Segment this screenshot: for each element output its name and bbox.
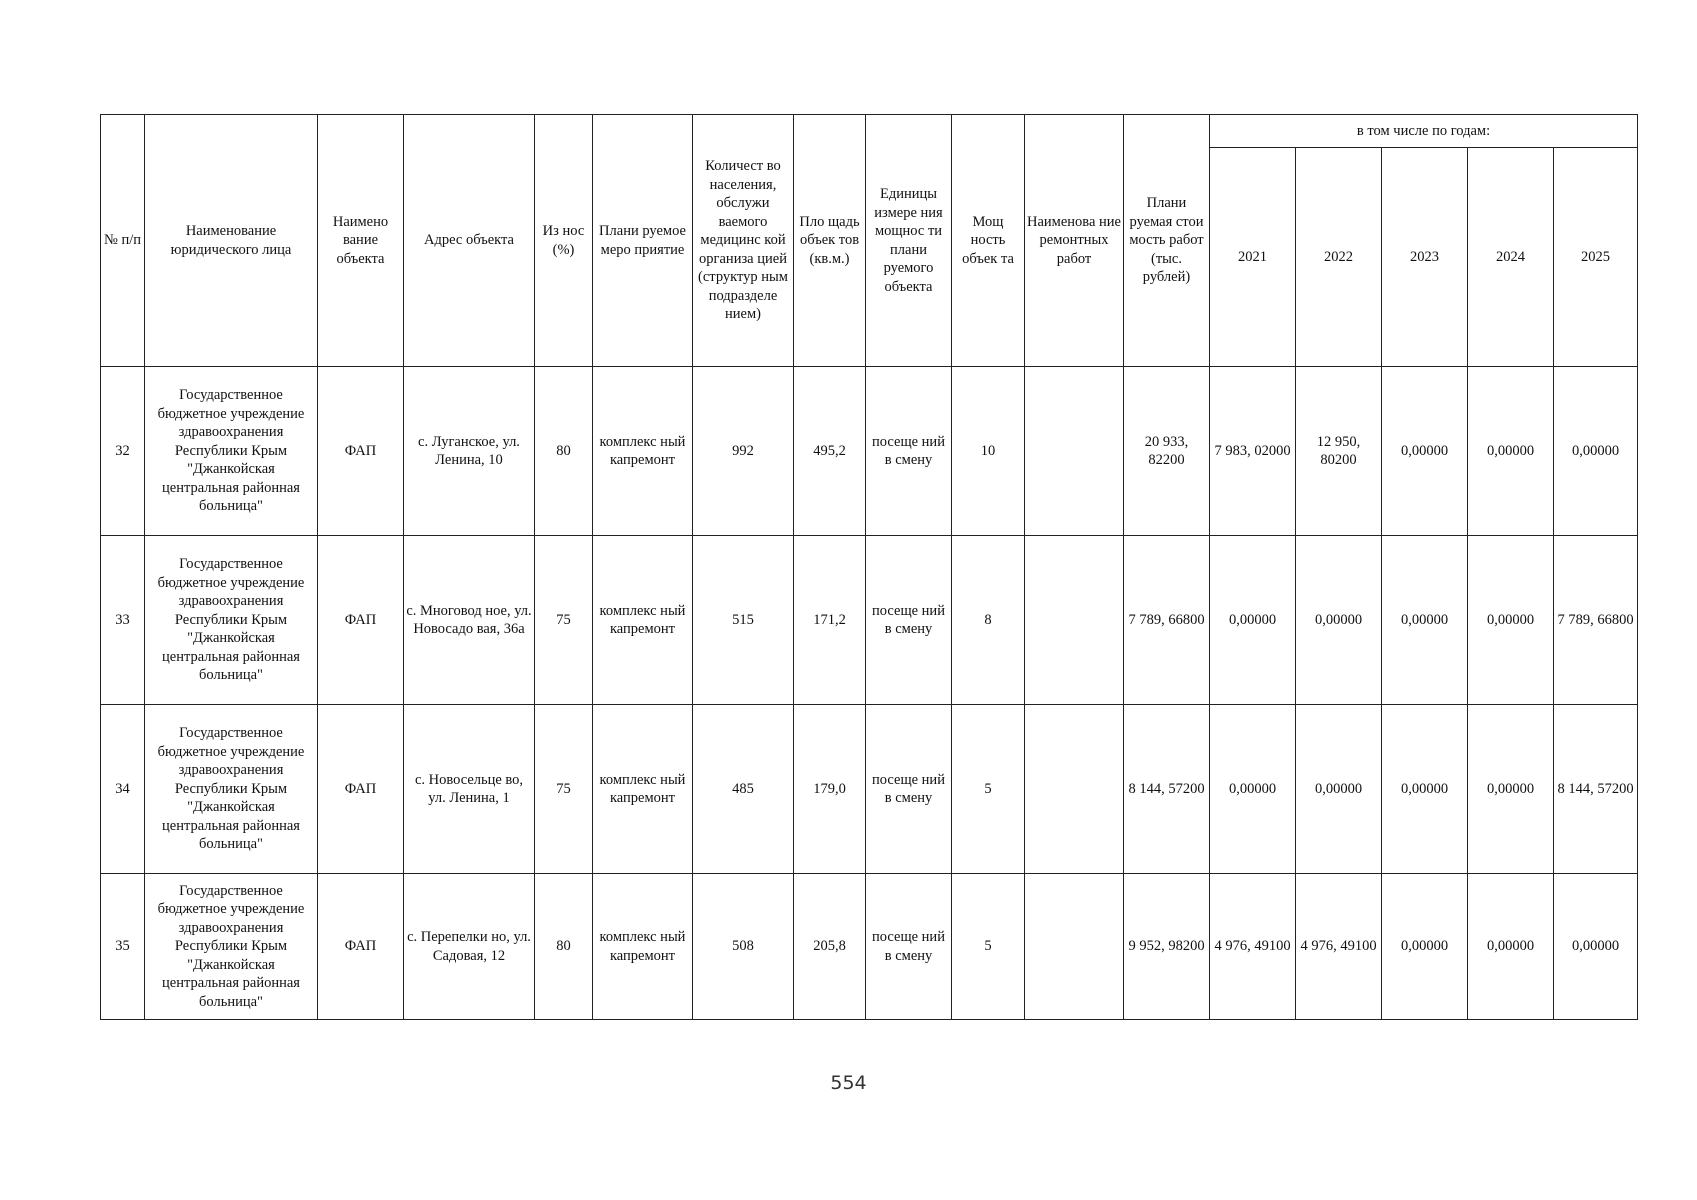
- cell-area: 205,8: [794, 874, 866, 1020]
- cell-wear: 75: [535, 705, 593, 874]
- header-capacity: Мощ ность объек та: [952, 115, 1025, 367]
- cell-2024: 0,00000: [1468, 536, 1554, 705]
- cell-measure: комплекс ный капремонт: [593, 536, 693, 705]
- cell-2024: 0,00000: [1468, 367, 1554, 536]
- header-units: Единицы измере ния мощнос ти плани руемого объекта: [866, 115, 952, 367]
- cell-address: с. Новосельце во, ул. Ленина, 1: [404, 705, 535, 874]
- cell-2025: 7 789, 66800: [1554, 536, 1638, 705]
- cell-org: Государственное бюджетное учреждение здравоохранения Республики Крым "Джанкойская центральная районная больница": [145, 536, 318, 705]
- cell-num: 35: [101, 874, 145, 1020]
- cell-org: Государственное бюджетное учреждение здравоохранения Республики Крым "Джанкойская центральная районная больница": [145, 367, 318, 536]
- cell-cost: 8 144, 57200: [1124, 705, 1210, 874]
- cell-2023: 0,00000: [1382, 874, 1468, 1020]
- cell-2021: 7 983, 02000: [1210, 367, 1296, 536]
- cell-num: 32: [101, 367, 145, 536]
- header-year-2025: 2025: [1554, 148, 1638, 367]
- cell-cost: 20 933, 82200: [1124, 367, 1210, 536]
- cell-wear: 75: [535, 536, 593, 705]
- cell-units: посеще ний в смену: [866, 705, 952, 874]
- cell-org: Государственное бюджетное учреждение здравоохранения Республики Крым "Джанкойская центральная районная больница": [145, 874, 318, 1020]
- cell-2025: 0,00000: [1554, 874, 1638, 1020]
- cell-2025: 8 144, 57200: [1554, 705, 1638, 874]
- table-row: [101, 536, 1638, 705]
- cell-works: [1025, 536, 1124, 705]
- cell-org: Государственное бюджетное учреждение здравоохранения Республики Крым "Джанкойская центральная районная больница": [145, 705, 318, 874]
- cell-population: 485: [693, 705, 794, 874]
- header-org: Наименование юридического лица: [145, 115, 318, 367]
- cell-capacity: 10: [952, 367, 1025, 536]
- header-year-2024: 2024: [1468, 148, 1554, 367]
- header-years-group: в том числе по годам:: [1210, 115, 1638, 148]
- cell-address: с. Многовод ное, ул. Новосадо вая, 36а: [404, 536, 535, 705]
- cell-population: 515: [693, 536, 794, 705]
- cell-area: 179,0: [794, 705, 866, 874]
- cell-2023: 0,00000: [1382, 536, 1468, 705]
- cell-wear: 80: [535, 367, 593, 536]
- header-wear: Из нос (%): [535, 115, 593, 367]
- cell-2022: 0,00000: [1296, 705, 1382, 874]
- cell-population: 992: [693, 367, 794, 536]
- cell-measure: комплекс ный капремонт: [593, 874, 693, 1020]
- cell-measure: комплекс ный капремонт: [593, 367, 693, 536]
- cell-measure: комплекс ный капремонт: [593, 705, 693, 874]
- cell-cost: 9 952, 98200: [1124, 874, 1210, 1020]
- table-row: [101, 367, 1638, 536]
- cell-wear: 80: [535, 874, 593, 1020]
- header-population: Количест во населения, обслужи ваемого медицинс кой организа цией (структур ным подразделе нием): [693, 115, 794, 367]
- cell-2025: 0,00000: [1554, 367, 1638, 536]
- cell-works: [1025, 367, 1124, 536]
- cell-2023: 0,00000: [1382, 367, 1468, 536]
- cell-address: с. Перепелки но, ул. Садовая, 12: [404, 874, 535, 1020]
- works-table: [100, 114, 1638, 1020]
- cell-capacity: 5: [952, 874, 1025, 1020]
- cell-2021: 4 976, 49100: [1210, 874, 1296, 1020]
- cell-2021: 0,00000: [1210, 536, 1296, 705]
- cell-units: посеще ний в смену: [866, 536, 952, 705]
- table-row: [101, 874, 1638, 1020]
- cell-units: посеще ний в смену: [866, 874, 952, 1020]
- cell-object: ФАП: [318, 705, 404, 874]
- cell-2022: 0,00000: [1296, 536, 1382, 705]
- cell-capacity: 8: [952, 536, 1025, 705]
- cell-works: [1025, 705, 1124, 874]
- header-object: Наимено вание объекта: [318, 115, 404, 367]
- header-year-2023: 2023: [1382, 148, 1468, 367]
- header-year-2022: 2022: [1296, 148, 1382, 367]
- cell-works: [1025, 874, 1124, 1020]
- page-number: 554: [830, 1072, 867, 1094]
- cell-cost: 7 789, 66800: [1124, 536, 1210, 705]
- cell-2022: 4 976, 49100: [1296, 874, 1382, 1020]
- header-area: Пло щадь объек тов (кв.м.): [794, 115, 866, 367]
- cell-address: с. Луганское, ул. Ленина, 10: [404, 367, 535, 536]
- header-address: Адрес объекта: [404, 115, 535, 367]
- cell-population: 508: [693, 874, 794, 1020]
- table-row: [101, 705, 1638, 874]
- cell-object: ФАП: [318, 367, 404, 536]
- cell-area: 171,2: [794, 536, 866, 705]
- cell-2024: 0,00000: [1468, 874, 1554, 1020]
- cell-capacity: 5: [952, 705, 1025, 874]
- cell-2022: 12 950, 80200: [1296, 367, 1382, 536]
- cell-num: 33: [101, 536, 145, 705]
- header-year-2021: 2021: [1210, 148, 1296, 367]
- header-measure: Плани руемое меро приятие: [593, 115, 693, 367]
- cell-object: ФАП: [318, 874, 404, 1020]
- header-num: № п/п: [101, 115, 145, 367]
- cell-object: ФАП: [318, 536, 404, 705]
- header-cost: Плани руемая стои мость работ (тыс. рублей): [1124, 115, 1210, 367]
- cell-units: посеще ний в смену: [866, 367, 952, 536]
- cell-2023: 0,00000: [1382, 705, 1468, 874]
- cell-2021: 0,00000: [1210, 705, 1296, 874]
- header-works: Наименова ние ремонтных работ: [1025, 115, 1124, 367]
- cell-num: 34: [101, 705, 145, 874]
- cell-2024: 0,00000: [1468, 705, 1554, 874]
- cell-area: 495,2: [794, 367, 866, 536]
